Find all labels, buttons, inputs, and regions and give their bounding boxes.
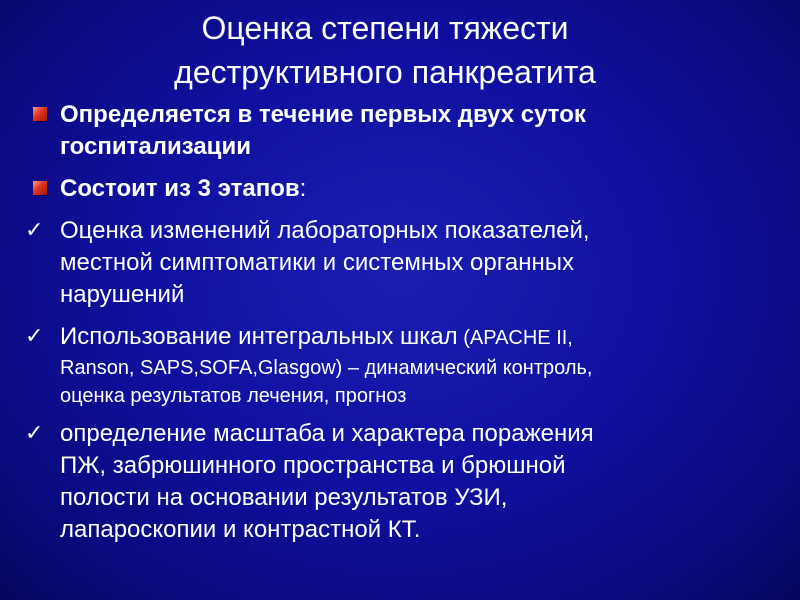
bullet-2-suffix: : [299, 175, 307, 202]
bullet-4-small: (APACHE II, [457, 327, 573, 349]
checkmark-icon: ✓ [25, 421, 44, 446]
bullet-5-line-4: лапароскопии и контрастной КТ. [60, 516, 421, 543]
square-bullet-icon [33, 181, 47, 195]
bullet-list [0, 99, 790, 546]
bullet-4-line-2: Ranson, SAPS,SOFA,Glasgow) – динамический контроль, [60, 357, 593, 379]
bullet-item-5 [0, 418, 790, 546]
title-line-2: деструктивного панкреатита [174, 54, 596, 90]
bullet-3-line-3: нарушений [60, 281, 185, 308]
bullet-5-line-2: ПЖ, забрюшинного пространства и брюшной [60, 452, 566, 479]
bullet-item-3 [0, 215, 790, 311]
bullet-3-line-1: Оценка изменений лабораторных показателей, [60, 217, 590, 244]
bullet-item-1 [0, 99, 790, 163]
bullet-2-text: Состоит из 3 этапов [60, 175, 300, 202]
slide-title [0, 6, 770, 94]
bullet-5-line-3: полости на основании результатов УЗИ, [60, 484, 508, 511]
bullet-1-line-1: Определяется в течение первых двух суток [60, 101, 586, 128]
checkmark-icon: ✓ [25, 218, 44, 243]
title-line-1: Оценка степени тяжести [201, 10, 569, 46]
bullet-4-main: Использование интегральных шкал [60, 323, 458, 350]
square-bullet-icon [33, 107, 47, 121]
bullet-1-line-2: госпитализации [60, 133, 251, 160]
bullet-item-4 [0, 321, 790, 410]
bullet-3-line-2: местной симптоматики и системных органных [60, 249, 575, 276]
checkmark-icon: ✓ [25, 324, 44, 349]
bullet-4-line-1 [60, 321, 790, 354]
bullet-item-2 [0, 173, 790, 205]
bullet-4-line-3: оценка результатов лечения, прогноз [60, 385, 407, 407]
bullet-5-line-1: определение масштаба и характера поражения [60, 420, 594, 447]
